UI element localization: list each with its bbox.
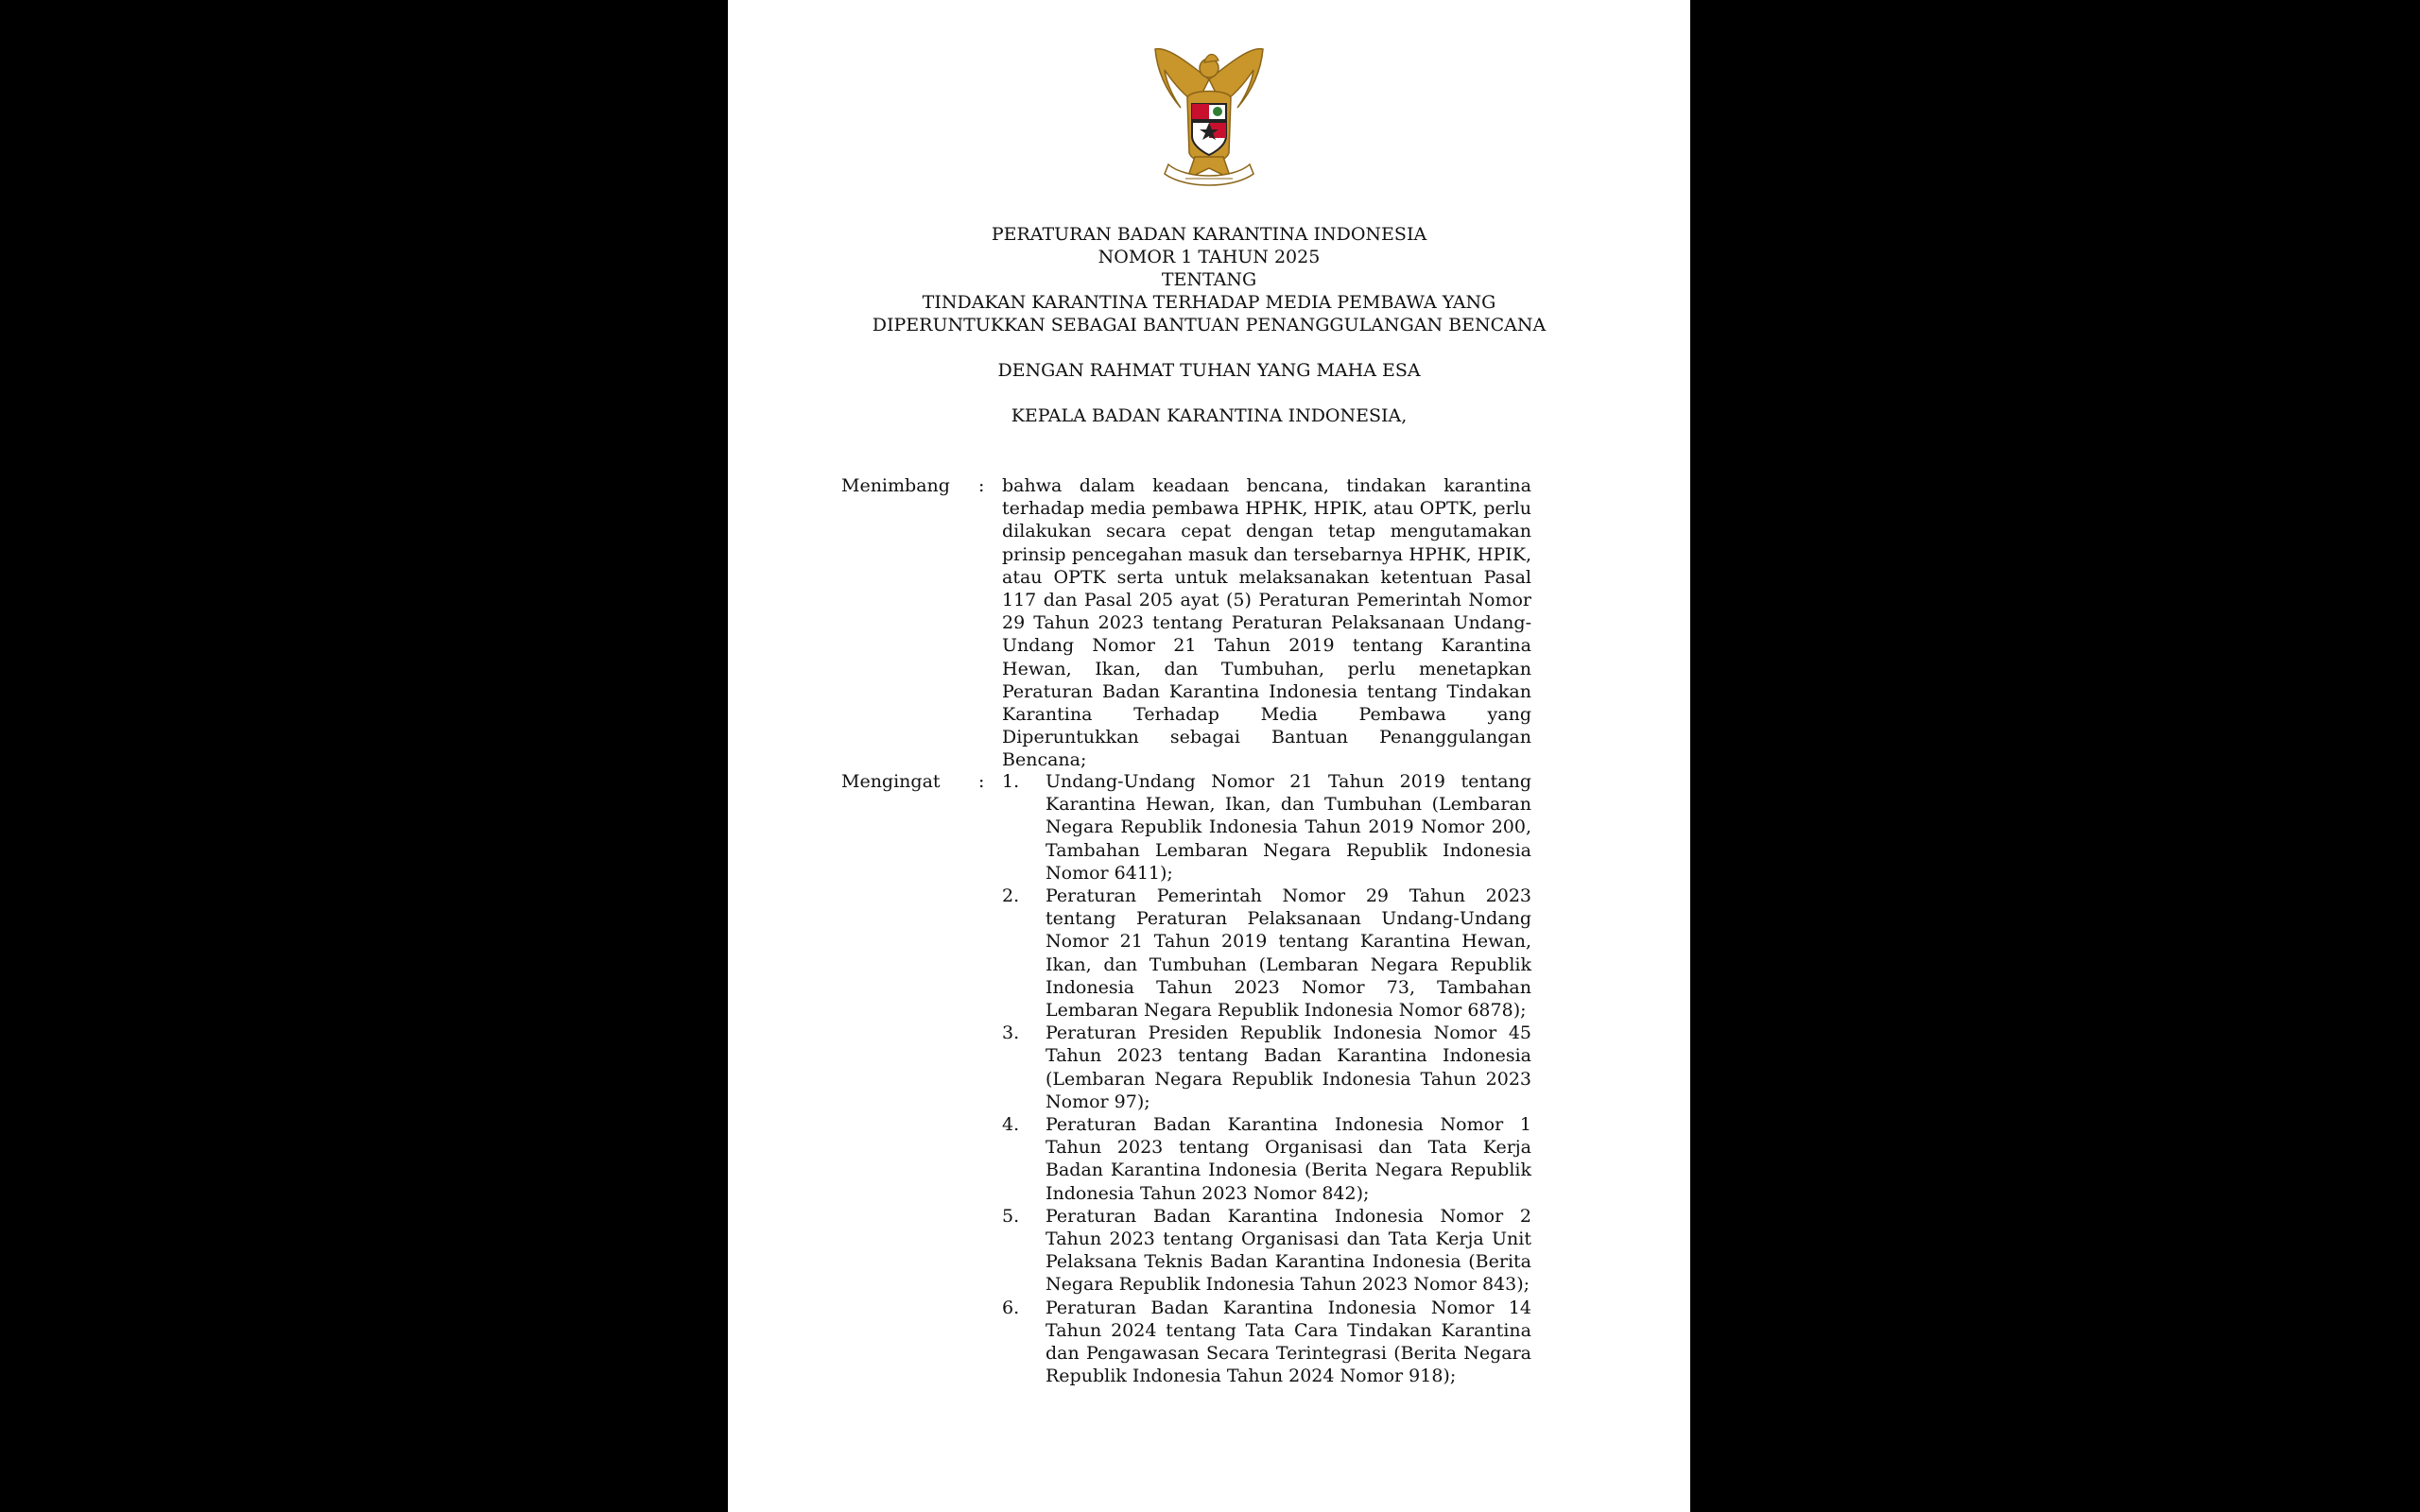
mengingat-section [841,770,1579,1394]
garuda-emblem-icon [1129,42,1289,193]
blessing-line: DENGAN RAHMAT TUHAN YANG MAHA ESA [997,360,1421,381]
mengingat-label: Mengingat [841,771,941,792]
list-item: 4. Peraturan Badan Karantina Indonesia Nomor 1 Tahun 2023 tentang Organisasi dan Tata Kerja Badan Karantina Indonesia (Berita Negara Republik Indonesia Tahun 2023 Nomor 842); [1002,1114,1531,1204]
menimbang-text: bahwa dalam keadaan bencana, tindakan karantina terhadap media pembawa HPHK, HPIK, atau OPTK, perlu dilakukan secara cepat dengan tetap mengutamakan prinsip pencegahan masuk dan tersebarnya HPHK, HPIK, atau OPTK serta untuk melaksanakan ketentuan Pasal 117 dan Pasal 205 ayat (5) Peraturan Pemerintah Nomor 29 Tahun 2023 tentang Peraturan Pelaksanaan Undang-Undang Nomor 21 Tahun 2019 tentang Karantina Hewan, Ikan, dan Tumbuhan, perlu menetapkan Peraturan Badan Karantina Indonesia tentang Tindakan Karantina Terhadap Media Pembawa yang Diperuntukkan sebagai Bantuan Penanggulangan Bencana; [1002,475,1531,771]
mengingat-colon: : [978,771,985,792]
title-line: PERATURAN BADAN KARANTINA INDONESIA [991,224,1427,245]
authority-line: KEPALA BADAN KARANTINA INDONESIA, [1011,405,1408,426]
menimbang-section [841,474,1579,771]
list-item: 2. Peraturan Pemerintah Nomor 29 Tahun 2023 tentang Peraturan Pelaksanaan Undang-Undang Nomor 21 Tahun 2019 tentang Karantina Hewan, Ikan, dan Tumbuhan (Lembaran Negara Republik Indonesia Tahun 2023 Nomor 73, Tambahan Lembaran Negara Republik Indonesia Nomor 6878); [1002,885,1531,1022]
menimbang-label: Menimbang [841,475,950,496]
menimbang-colon: : [978,475,985,496]
title-line: DIPERUNTUKKAN SEBAGAI BANTUAN PENANGGULANGAN BENCANA [872,315,1547,335]
title-line: TINDAKAN KARANTINA TERHADAP MEDIA PEMBAWA YANG [922,292,1496,313]
regulation-title [728,223,1690,427]
mengingat-list [1002,770,1531,1387]
document-page [728,0,1690,1512]
title-line: NOMOR 1 TAHUN 2025 [1098,247,1321,267]
list-item: 5. Peraturan Badan Karantina Indonesia Nomor 2 Tahun 2023 tentang Organisasi dan Tata Kerja Unit Pelaksana Teknis Badan Karantina Indonesia (Berita Negara Republik Indonesia Tahun 2023 Nomor 843); [1002,1205,1531,1296]
title-line: TENTANG [1161,269,1257,290]
list-item: 3. Peraturan Presiden Republik Indonesia Nomor 45 Tahun 2023 tentang Badan Karantina Indonesia (Lembaran Negara Republik Indonesia Tahun 2023 Nomor 97); [1002,1022,1531,1112]
list-item: 1. Undang-Undang Nomor 21 Tahun 2019 tentang Karantina Hewan, Ikan, dan Tumbuhan (Lembaran Negara Republik Indonesia Tahun 2019 Nomor 200, Tambahan Lembaran Negara Republik Indonesia Nomor 6411); [1002,771,1531,884]
list-item: 6. Peraturan Badan Karantina Indonesia Nomor 14 Tahun 2024 tentang Tata Cara Tindakan Karantina dan Pengawasan Secara Terintegrasi (Berita Negara Republik Indonesia Tahun 2024 Nomor 918); [1002,1297,1531,1387]
